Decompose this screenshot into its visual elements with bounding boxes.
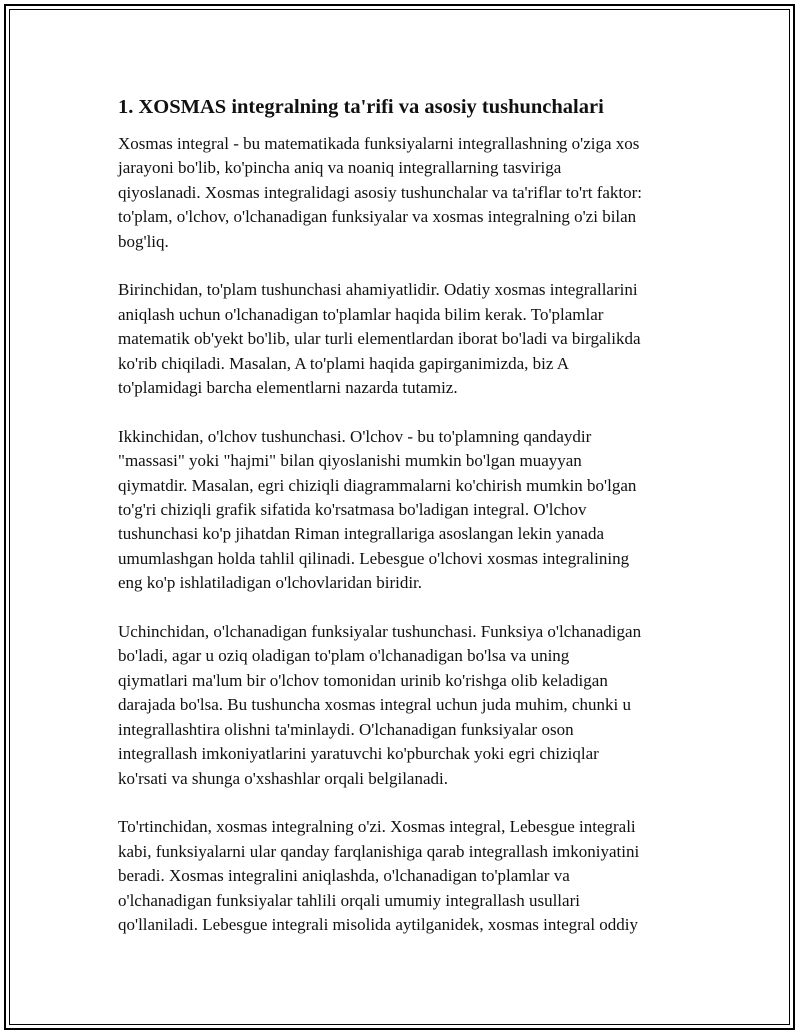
text-line: integrallashtira olishni ta'minlaydi. O'lchanadigan funksiyalar oson bbox=[118, 719, 574, 739]
section-heading: 1. XOSMAS integralning ta'rifi va asosiy tushunchalari bbox=[118, 96, 604, 118]
paragraph-intro bbox=[118, 132, 688, 254]
text-line: ko'rsati va shunga o'xshashlar orqali belgilanadi. bbox=[118, 768, 448, 788]
text-line: kabi, funksiyalarni ular qanday farqlanishiga qarab integrallash imkoniyatini bbox=[118, 841, 640, 861]
paragraph-fourth bbox=[118, 815, 688, 937]
text-line: to'plam, o'lchov, o'lchanadigan funksiyalar va xosmas integralning o'zi bilan bbox=[118, 207, 637, 227]
text-line: eng ko'p ishlatiladigan o'lchovlaridan biridir. bbox=[118, 573, 423, 593]
text-line: integrallash imkoniyatlarini yaratuvchi ko'pburchak yoki egri chiziqlar bbox=[118, 744, 599, 764]
text-line: tushunchasi ko'p jihatdan Riman integrallariga asoslangan lekin yanada bbox=[118, 524, 605, 544]
text-line: jarayoni bo'lib, ko'pincha aniq va noaniq integrallarning tasviriga bbox=[118, 158, 562, 178]
text-line: to'g'ri chiziqli grafik sifatida ko'rsatmasa bo'ladigan integral. O'lchov bbox=[118, 500, 587, 520]
text-line: qiymatdir. Masalan, egri chiziqli diagrammalarni ko'chirish mumkin bo'lgan bbox=[118, 475, 637, 495]
document-body bbox=[118, 92, 688, 962]
text-line: "massasi" yoki "hajmi" bilan qiyoslanishi mumkin bo'lgan muayyan bbox=[118, 451, 582, 471]
paragraph-third bbox=[118, 620, 688, 791]
text-line: to'plamidagi barcha elementlarni nazarda tutamiz. bbox=[118, 378, 458, 398]
text-line: qiymatlari ma'lum bir o'lchov tomonidan urinib ko'rishga olib keladigan bbox=[118, 670, 608, 690]
text-line: matematik ob'yekt bo'lib, ular turli elementlardan iborat bo'ladi va birgalikda bbox=[118, 329, 641, 349]
paragraph-first bbox=[118, 278, 688, 400]
text-line: bo'ladi, agar u oziq oladigan to'plam o'lchanadigan bo'lsa va uning bbox=[118, 646, 570, 666]
text-line: aniqlash uchun o'lchanadigan to'plamlar haqida bilim kerak. To'plamlar bbox=[118, 304, 604, 324]
text-line: Uchinchidan, o'lchanadigan funksiyalar tushunchasi. Funksiya o'lchanadigan bbox=[118, 622, 642, 642]
text-line: Ikkinchidan, o'lchov tushunchasi. O'lchov - bu to'plamning qandaydir bbox=[118, 426, 592, 446]
text-line: beradi. Xosmas integralini aniqlashda, o'lchanadigan to'plamlar va bbox=[118, 866, 570, 886]
text-line: qo'llaniladi. Lebesgue integrali misolida aytilganidek, xosmas integral oddiy bbox=[118, 914, 639, 934]
text-line: ko'rib chiqiladi. Masalan, A to'plami haqida gapirganimizda, biz A bbox=[118, 353, 570, 373]
text-line: bog'liq. bbox=[118, 231, 169, 251]
text-line: Birinchidan, to'plam tushunchasi ahamiyatlidir. Odatiy xosmas integrallarini bbox=[118, 280, 638, 300]
text-line: o'lchanadigan funksiyalar tahlili orqali umumiy integrallash usullari bbox=[118, 890, 580, 910]
text-line: qiyoslanadi. Xosmas integralidagi asosiy tushunchalar va ta'riflar to'rt faktor: bbox=[118, 182, 643, 202]
text-line: To'rtinchidan, xosmas integralning o'zi. Xosmas integral, Lebesgue integrali bbox=[118, 817, 636, 837]
paragraph-second bbox=[118, 425, 688, 596]
text-line: Xosmas integral - bu matematikada funksiyalarni integrallashning o'ziga xos bbox=[118, 134, 640, 153]
text-line: umumlashgan holda tahlil qilinadi. Lebesgue o'lchovi xosmas integralining bbox=[118, 548, 630, 568]
text-line: darajada bo'lsa. Bu tushuncha xosmas integral uchun juda muhim, chunki u bbox=[118, 695, 631, 715]
